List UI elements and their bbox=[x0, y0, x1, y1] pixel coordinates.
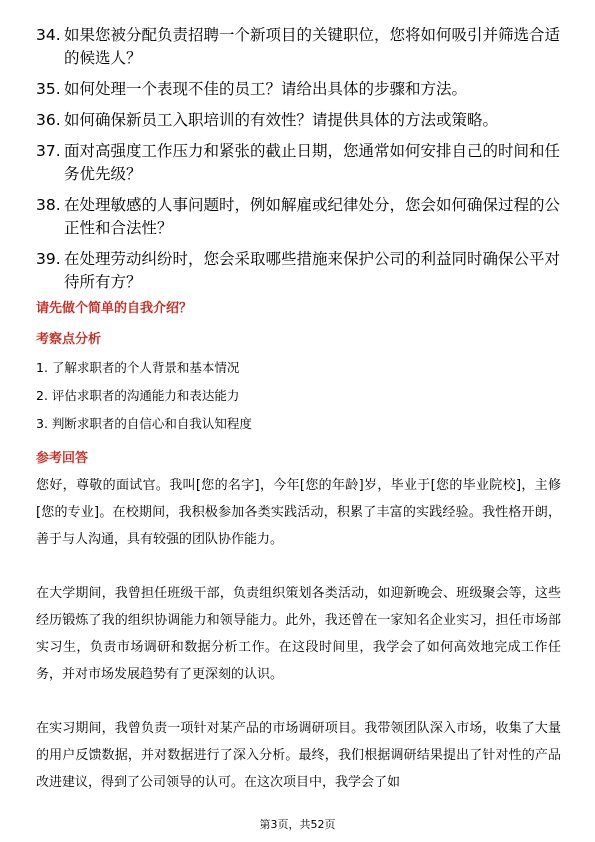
question-text: 如何确保新员工入职培训的有效性？请提供具体的方法或策略。 bbox=[64, 111, 499, 129]
answer-paragraph: 您好，尊敬的面试官。我叫[您的名字]，今年[您的年龄]岁，毕业于[您的毕业院校]，主修[您的专业]。在校期间，我积极参加各类实践活动，积累了丰富的实践经验。我性格开朗，善于与人沟通，具有较强的团队协作能力。 bbox=[36, 478, 561, 547]
question-text: 如何处理一个表现不佳的员工？请给出具体的步骤和方法。 bbox=[64, 80, 468, 98]
question-text: 如果您被分配负责招聘一个新项目的关键职位，您将如何吸引并筛选合适的候选人？ bbox=[64, 26, 561, 67]
question-item-34 bbox=[36, 24, 566, 70]
question-number: 39. bbox=[36, 250, 61, 268]
question-text: 在处理敏感的人事问题时，例如解雇或纪律处分，您会如何确保过程的公正性和合法性？ bbox=[64, 196, 561, 237]
reference-block bbox=[36, 450, 561, 796]
question-text: 面对高强度工作压力和紧张的截止日期，您通常如何安排自己的时间和任务优先级？ bbox=[64, 142, 561, 183]
question-number: 34. bbox=[36, 26, 61, 44]
analysis-point: 1. 了解求职者的个人背景和基本情况 bbox=[36, 360, 240, 375]
answer-question-title: 请先做个简单的自我介绍？ bbox=[36, 301, 193, 316]
question-list bbox=[36, 24, 566, 302]
question-number: 38. bbox=[36, 196, 61, 214]
question-item-35 bbox=[36, 78, 566, 101]
answer-paragraph: 在大学期间，我曾担任班级干部，负责组织策划各类活动，如迎新晚会、班级聚会等，这些经历锻炼了我的组织协调能力和领导能力。此外，我还曾在一家知名企业实习，担任市场部实习生，负责市场调研和数据分析工作。在这段时间里，我学会了如何高效地完成工作任务，并对市场发展趋势有了更深刻的认识。 bbox=[36, 586, 561, 682]
page-footer bbox=[0, 818, 595, 832]
analysis-point: 3. 判断求职者的自信心和自我认知程度 bbox=[36, 416, 252, 431]
analysis-heading: 考察点分析 bbox=[36, 332, 102, 347]
answer-question-block bbox=[36, 300, 561, 318]
question-item-39 bbox=[36, 248, 566, 294]
question-item-38 bbox=[36, 194, 566, 240]
reference-heading: 参考回答 bbox=[36, 451, 89, 466]
answer-paragraph: 在实习期间，我曾负责一项针对某产品的市场调研项目。我带领团队深入市场，收集了大量的用户反馈数据，并对数据进行了深入分析。最终，我们根据调研结果提出了针对性的产品改进建议，得到了公司领导的认可。在这次项目中，我学会了如 bbox=[36, 721, 561, 790]
question-text: 在处理劳动纠纷时，您会采取哪些措施来保护公司的利益同时确保公平对待所有方？ bbox=[64, 250, 561, 291]
question-number: 36. bbox=[36, 111, 61, 129]
question-number: 37. bbox=[36, 142, 61, 160]
question-item-36 bbox=[36, 109, 566, 132]
question-item-37 bbox=[36, 140, 566, 186]
question-number: 35. bbox=[36, 80, 61, 98]
page-number-label: 第3页，共52页 bbox=[259, 818, 336, 831]
analysis-point: 2. 评估求职者的沟通能力和表达能力 bbox=[36, 388, 240, 403]
analysis-block bbox=[36, 331, 561, 443]
